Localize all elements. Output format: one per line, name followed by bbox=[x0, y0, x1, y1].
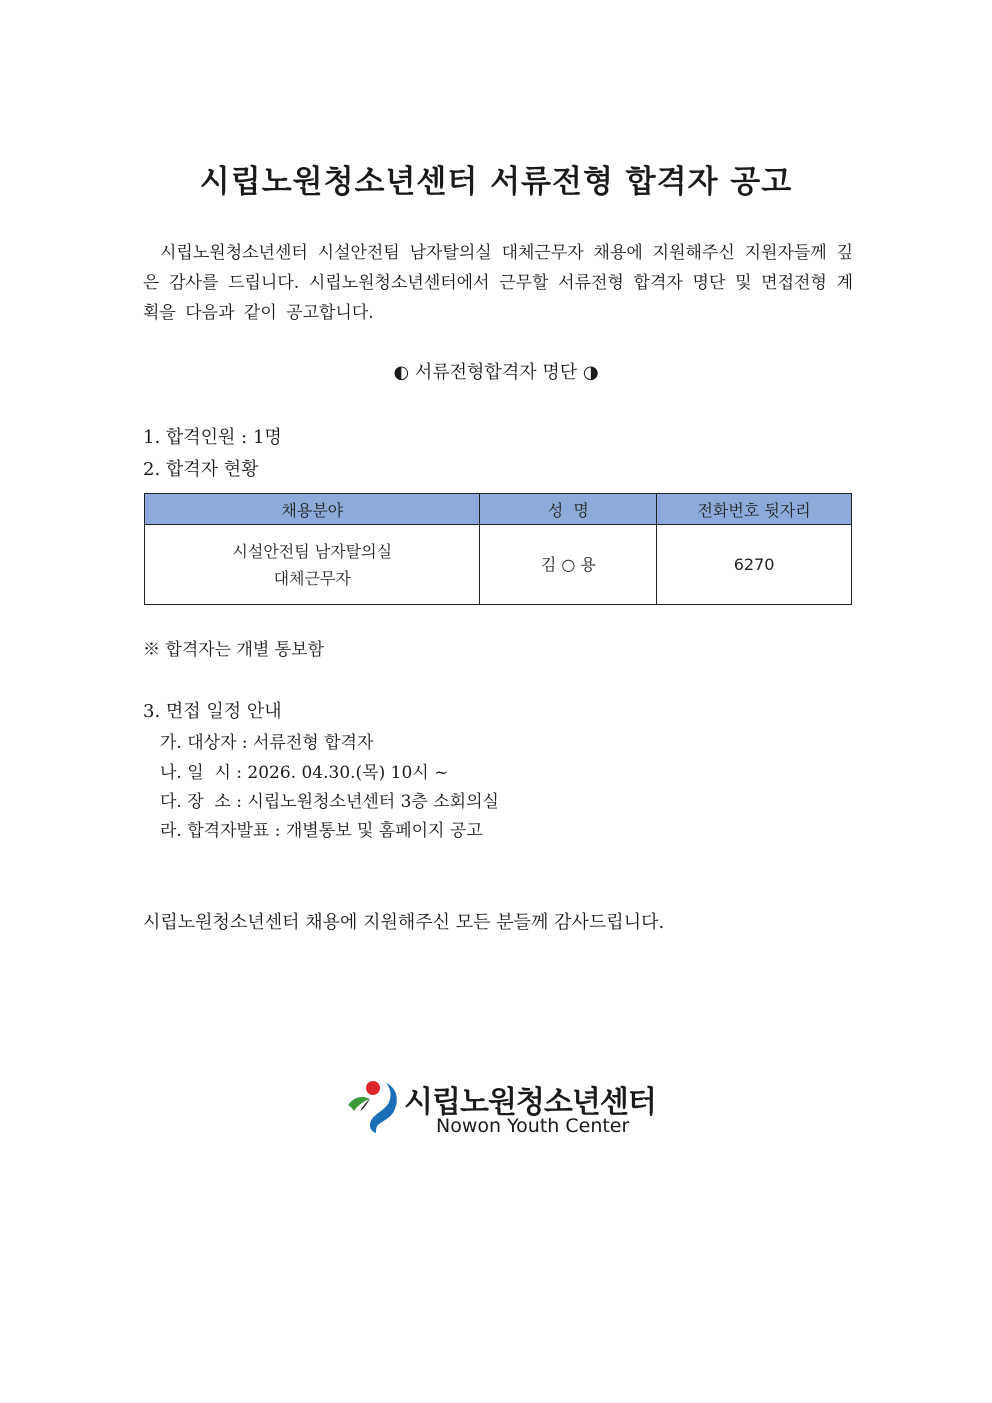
logo-korean-text: 시립노원청소년센터 bbox=[404, 1085, 656, 1120]
center-logo-mark-icon bbox=[346, 1075, 404, 1137]
schedule-item-location: 다. 장 소 : 시립노원청소년센터 3층 소회의실 bbox=[160, 792, 499, 812]
schedule-item-datetime: 나. 일 시 : 2026. 04.30.(목) 10시 ~ bbox=[160, 763, 449, 783]
cell-field bbox=[145, 525, 480, 605]
page-title: 시립노원청소년센터 서류전형 합격자 공고 bbox=[199, 164, 793, 200]
schedule-item-target: 가. 대상자 : 서류전형 합격자 bbox=[160, 733, 374, 753]
logo-english-text: Nowon Youth Center bbox=[436, 1115, 630, 1137]
schedule-item-announcement: 라. 합격자발표 : 개별통보 및 홈페이지 공고 bbox=[160, 821, 483, 841]
notice-note: ※ 합격자는 개별 통보함 bbox=[143, 640, 325, 660]
cell-phone: 6270 bbox=[657, 525, 852, 605]
center-logo bbox=[346, 1075, 656, 1140]
section-1-count: 1. 합격인원 : 1명 bbox=[143, 427, 282, 448]
section-3-heading: 3. 면접 일정 안내 bbox=[143, 701, 282, 722]
table-header-row bbox=[145, 494, 852, 525]
header-field: 채용분야 bbox=[145, 494, 480, 525]
closing-statement: 시립노원청소년센터 채용에 지원해주신 모든 분들께 감사드립니다. bbox=[143, 912, 665, 933]
cell-name: 김 ○ 용 bbox=[480, 525, 657, 605]
cell-field-line1: 시설안전팀 남자탈의실 bbox=[232, 541, 393, 561]
cell-field-line2: 대체근무자 bbox=[273, 568, 351, 588]
results-table bbox=[144, 493, 852, 605]
subheading-list: ◐ 서류전형합격자 명단 ◑ bbox=[393, 362, 599, 383]
table-row bbox=[145, 525, 852, 605]
intro-paragraph: 시립노원청소년센터 시설안전팀 남자탈의실 대체근무자 채용에 지원해주신 지원자들께 깊은 감사를 드립니다. 시립노원청소년센터에서 근무할 서류전형 합격자 명단 및 면접전형 계획을 다음과 같이 공고합니다. bbox=[143, 243, 853, 323]
header-phone: 전화번호 뒷자리 bbox=[657, 494, 852, 525]
header-name: 성 명 bbox=[480, 494, 657, 525]
section-2-heading: 2. 합격자 현황 bbox=[143, 459, 259, 480]
